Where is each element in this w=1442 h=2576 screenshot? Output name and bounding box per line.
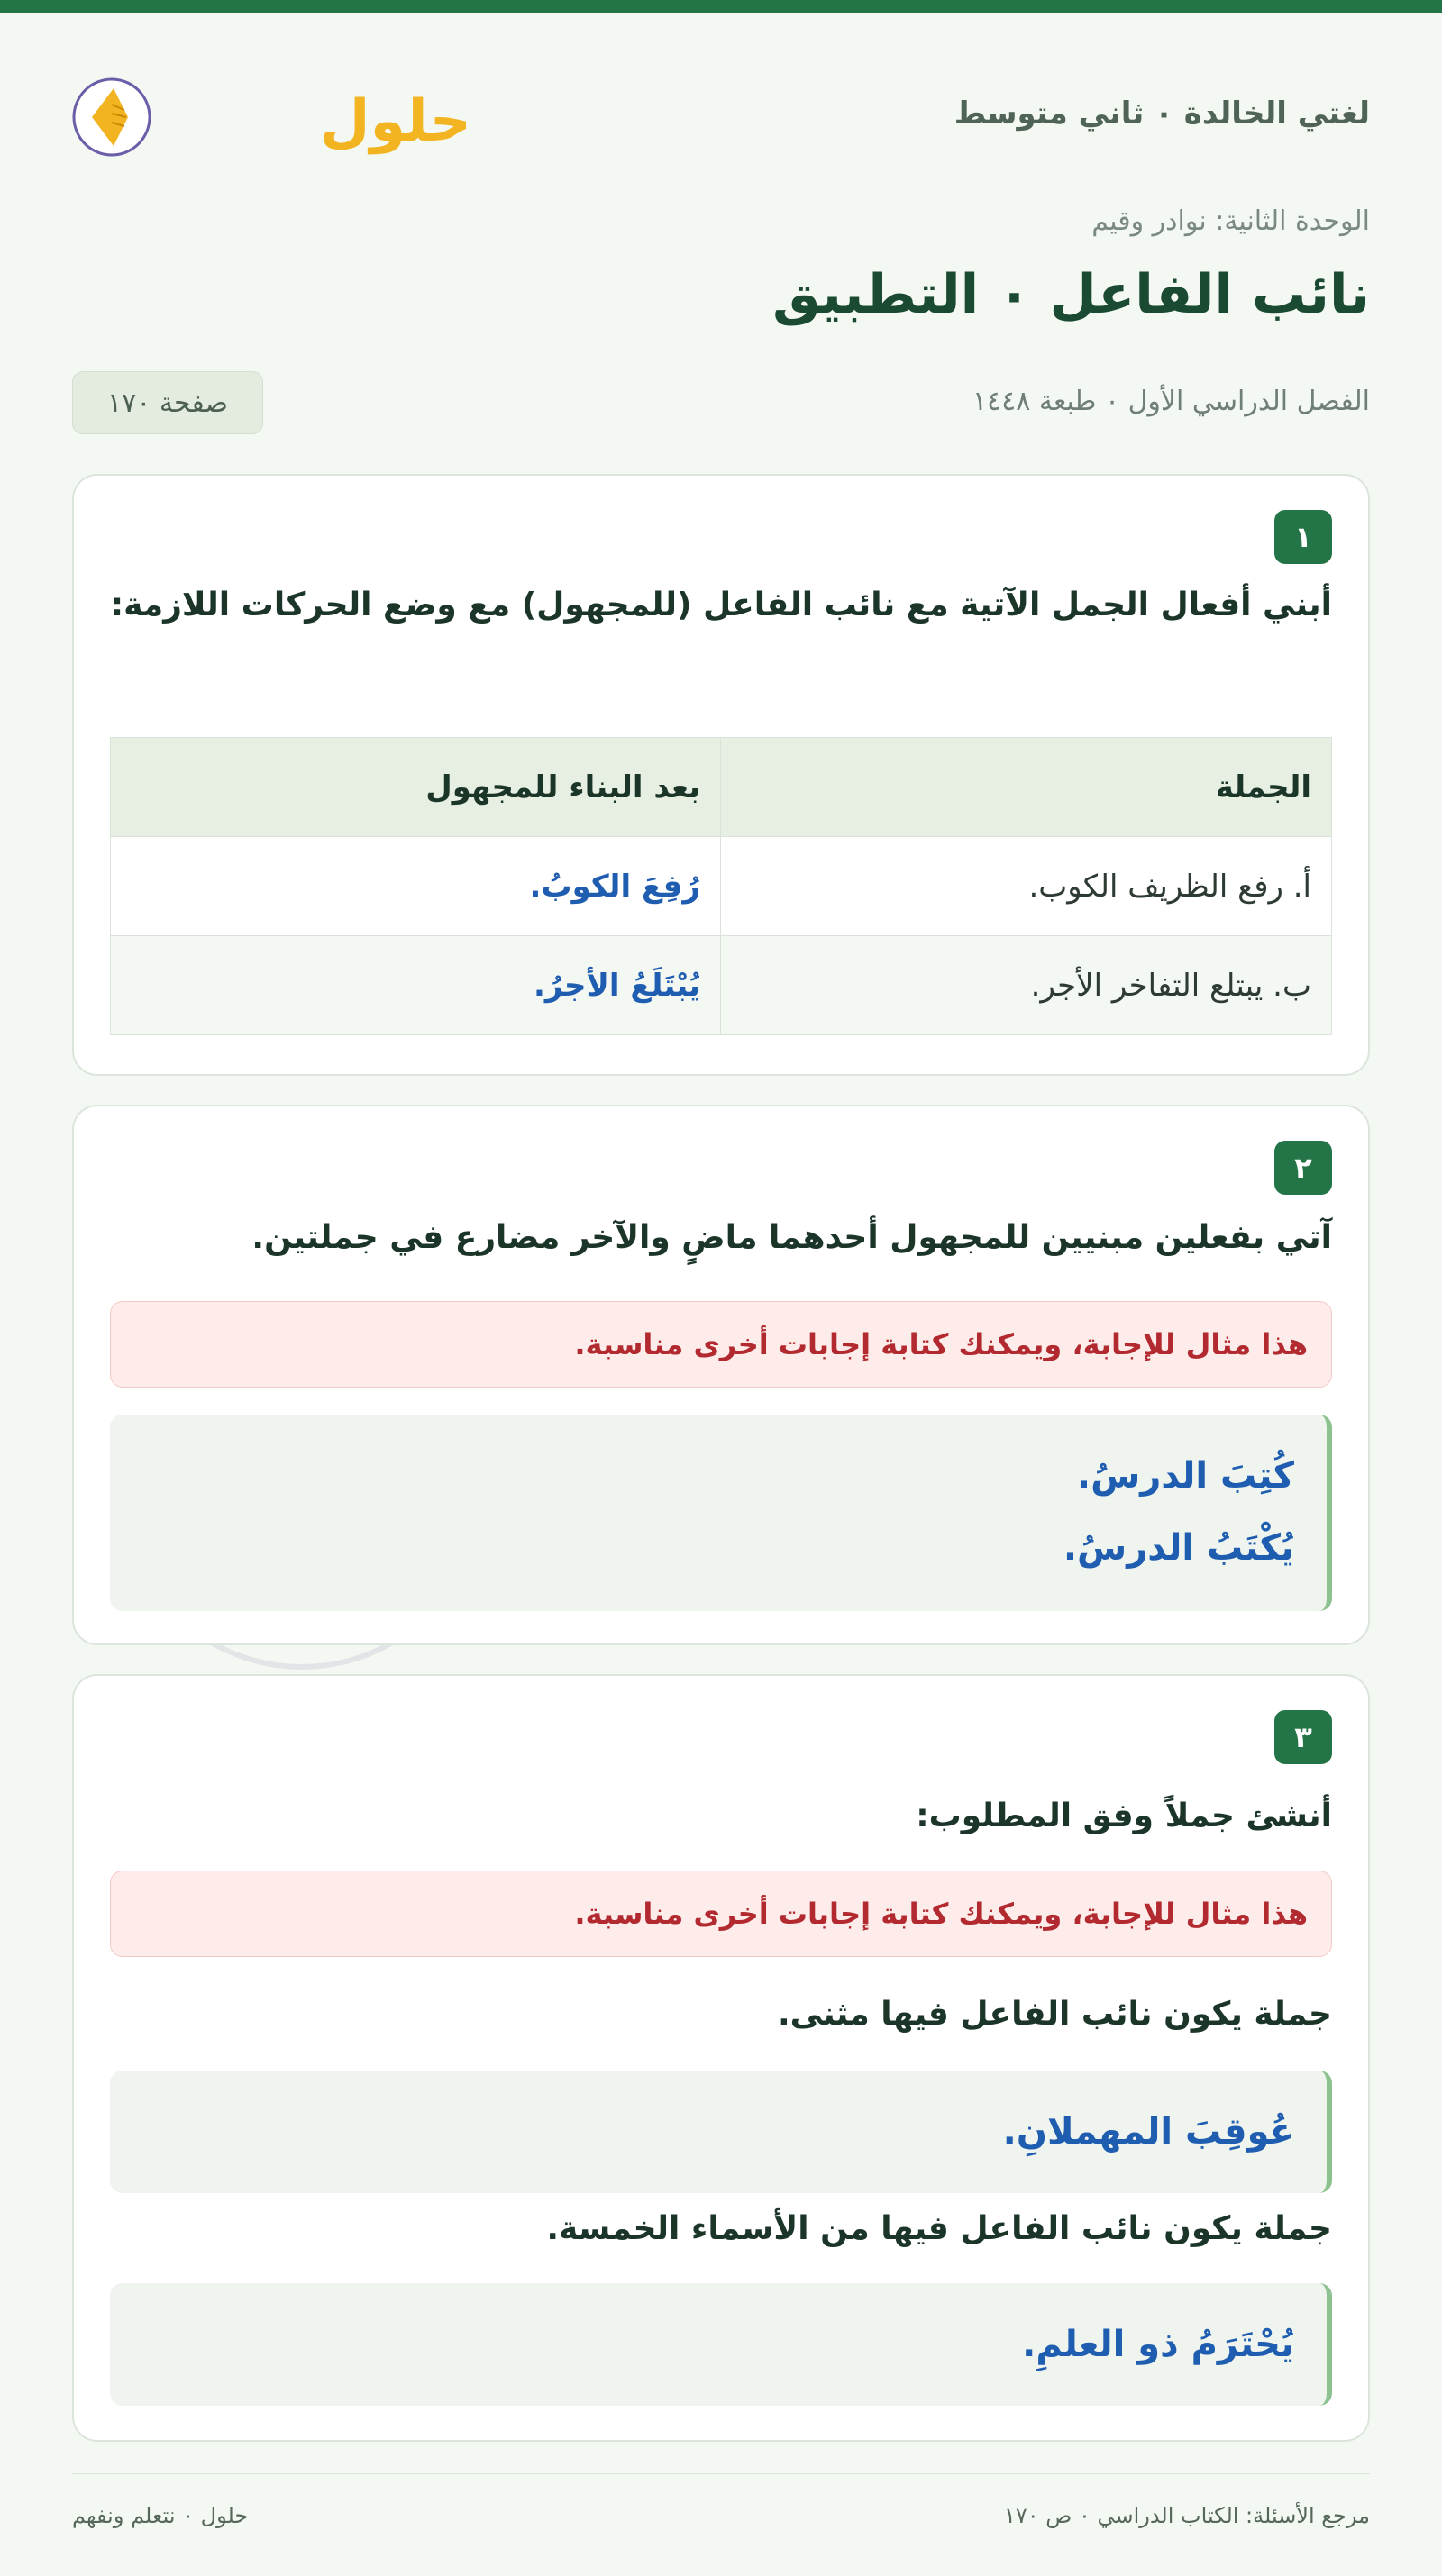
question-text: آتي بفعلين مبنيين للمجهول أحدهما ماضٍ والآخر مضارع في جملتين. <box>251 1219 1332 1256</box>
book-title: لغتي الخالدة ٠ ثاني متوسط <box>954 96 1370 132</box>
footer-reference: مرجع الأسئلة: الكتاب الدراسي ٠ ص ١٧٠ <box>1003 2503 1370 2528</box>
column-header-sentence: الجملة <box>721 738 1332 837</box>
answer-line: كُتِبَ الدرسُ. <box>1076 1455 1294 1497</box>
answer-line: عُوقِبَ المهملانِ. <box>1002 2111 1294 2153</box>
column-header-passive: بعد البناء للمجهول <box>111 738 721 837</box>
question-card-2 <box>72 1105 1370 1645</box>
unit-label: الوحدة الثانية: نوادر وقيم <box>1091 205 1370 237</box>
table-row <box>111 936 1332 1035</box>
question-number-badge: ٢ <box>1274 1141 1332 1195</box>
answer-box <box>110 2071 1332 2193</box>
answer-box <box>110 1415 1332 1611</box>
semester-label: الفصل الدراسي الأول ٠ طبعة ١٤٤٨ <box>972 386 1370 417</box>
question-text: أبني أفعال الجمل الآتية مع نائب الفاعل (للمجهول) مع وضع الحركات اللازمة: <box>110 587 1332 624</box>
answer-line: يُحْتَرَمُ ذو العلمِ. <box>1022 2324 1294 2365</box>
logo-wordmark: حلول <box>320 88 471 155</box>
example-note: هذا مثال للإجابة، ويمكنك كتابة إجابات أخرى مناسبة. <box>110 1871 1332 1957</box>
question-number-badge: ٣ <box>1274 1710 1332 1764</box>
footer-slogan: حلول ٠ نتعلم ونفهم <box>72 2503 249 2528</box>
question-number-badge: ١ <box>1274 510 1332 564</box>
page-badge: صفحة ١٧٠ <box>72 371 263 434</box>
answer-cell: رُفِعَ الكوبُ. <box>111 837 721 936</box>
table-header-row <box>111 738 1332 837</box>
footer-divider <box>72 2473 1370 2474</box>
hulul-logo <box>72 61 471 169</box>
question-card-1 <box>72 474 1370 1076</box>
example-note: هذا مثال للإجابة، ويمكنك كتابة إجابات أخرى مناسبة. <box>110 1301 1332 1388</box>
answer-table <box>110 737 1332 1035</box>
top-accent-bar <box>0 0 1442 13</box>
question-text: أنشئ جملاً وفق المطلوب: <box>916 1798 1332 1834</box>
sub-question-2: جملة يكون نائب الفاعل فيها من الأسماء الخمسة. <box>546 2210 1332 2247</box>
page-title: نائب الفاعل ٠ التطبيق <box>772 263 1370 326</box>
table-row <box>111 837 1332 936</box>
question-card-3 <box>72 1674 1370 2442</box>
header <box>72 61 1370 169</box>
answer-box <box>110 2283 1332 2406</box>
sentence-cell: أ. رفع الظريف الكوب. <box>721 837 1332 936</box>
answer-cell: يُبْتَلَعُ الأجرُ. <box>111 936 721 1035</box>
answer-line: يُكْتَبُ الدرسُ. <box>1063 1527 1294 1569</box>
sub-question-1: جملة يكون نائب الفاعل فيها مثنى. <box>777 1996 1332 2033</box>
sentence-cell: ب. يبتلع التفاخر الأجر. <box>721 936 1332 1035</box>
